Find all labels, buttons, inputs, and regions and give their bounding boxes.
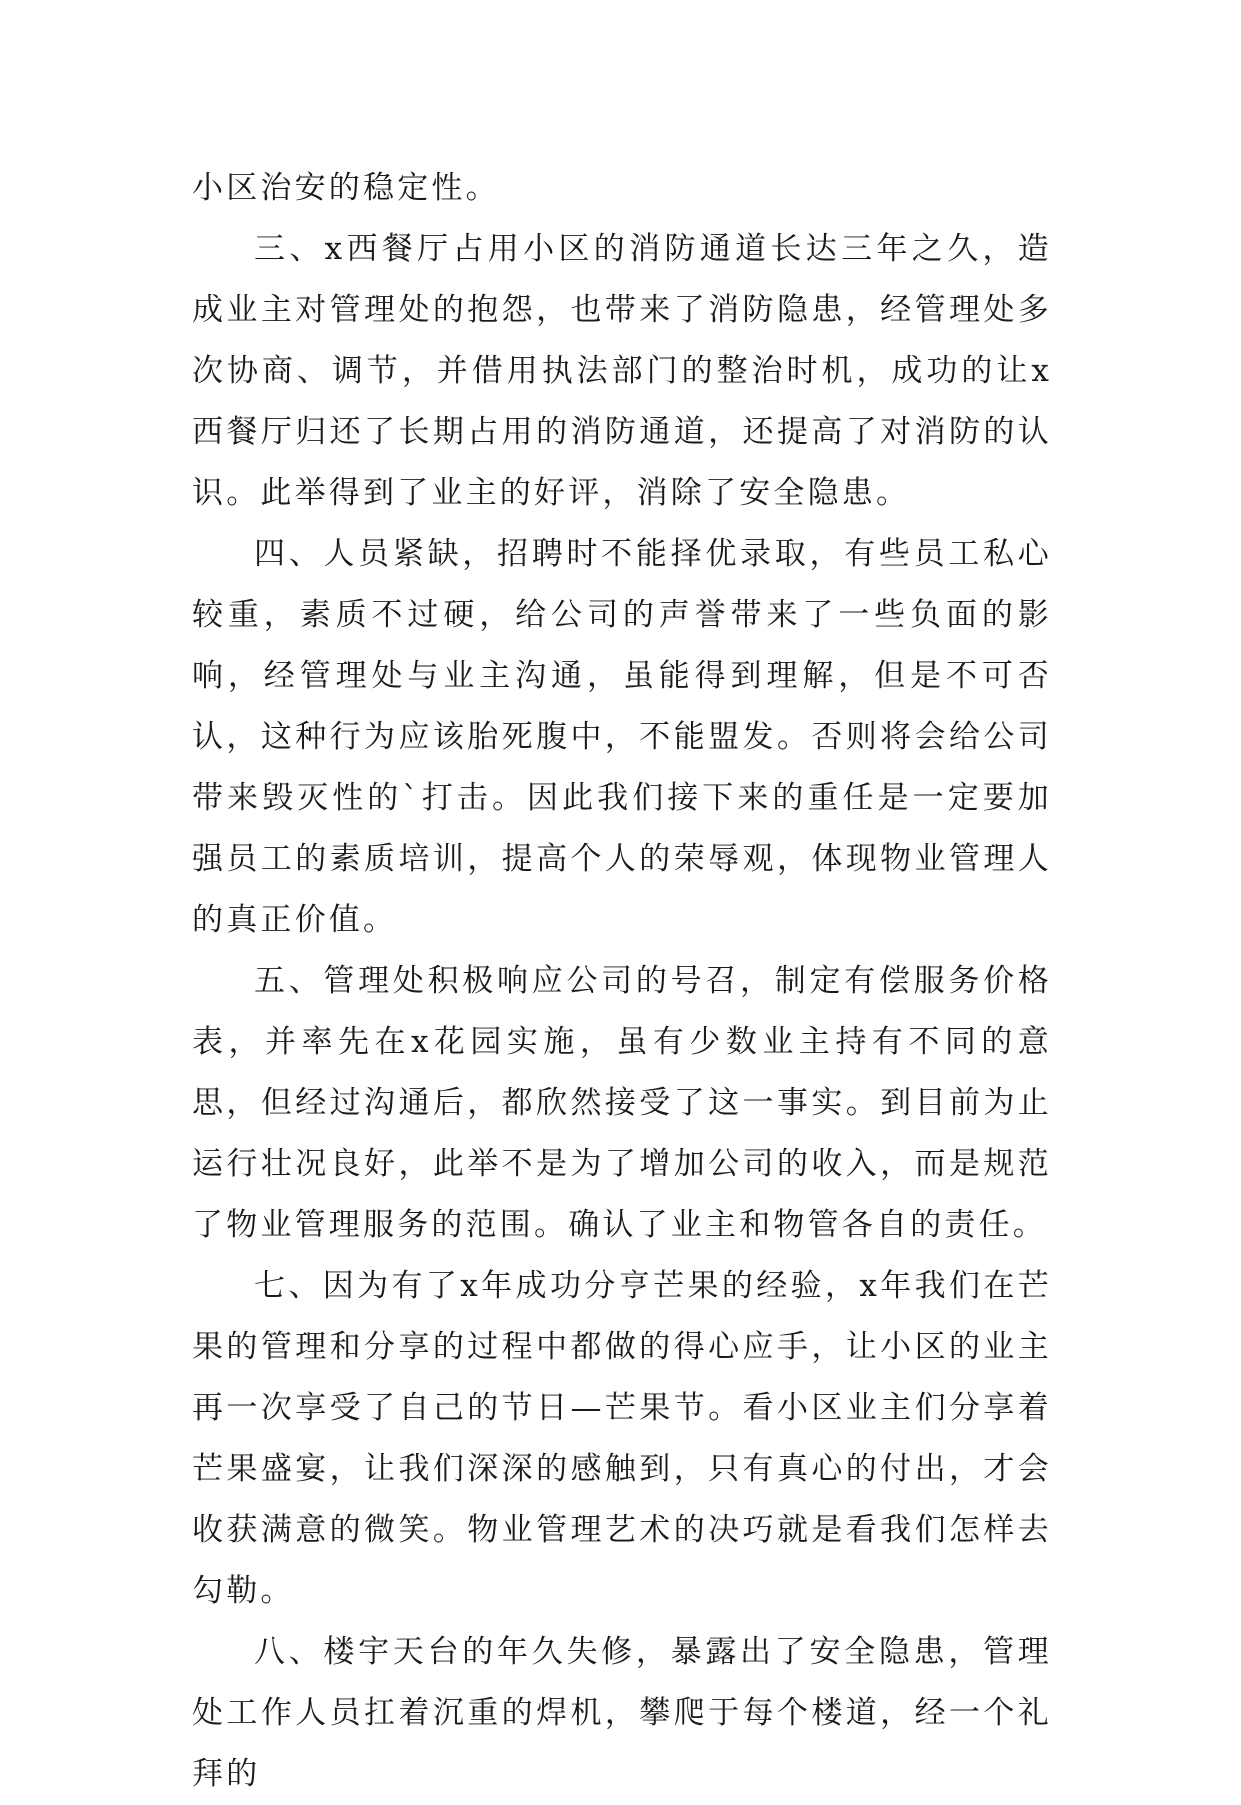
paragraph-continuation: 小区治安的稳定性。 [192,170,500,206]
document-body [192,158,1052,1805]
paragraph-item-4: 四、人员紧缺，招聘时不能择优录取，有些员工私心较重，素质不过硬，给公司的声誉带来了一些负面的影响，经管理处与业主沟通，虽能得到理解，但是不可否认，这种行为应该胎死腹中，不能盟发。否则将会给公司带来毁灭性的`打击。因此我们接下来的重任是一定要加强员工的素质培训，提高个人的荣辱观，体现物业管理人的真正价值。 [192,536,1052,938]
paragraph-item-8: 八、楼宇天台的年久失修，暴露出了安全隐患，管理处工作人员扛着沉重的焊机，攀爬于每个楼道，经一个礼拜的 [192,1634,1052,1792]
paragraph-item-3: 三、x西餐厅占用小区的消防通道长达三年之久，造成业主对管理处的抱怨，也带来了消防隐患，经管理处多次协商、调节，并借用执法部门的整治时机，成功的让x西餐厅归还了长期占用的消防通道，还提高了对消防的认识。此举得到了业主的好评，消除了安全隐患。 [192,231,1052,511]
paragraph-item-5: 五、管理处积极响应公司的号召，制定有偿服务价格表，并率先在x花园实施，虽有少数业主持有不同的意思，但经过沟通后，都欣然接受了这一事实。到目前为止运行壮况良好，此举不是为了增加公司的收入，而是规范了物业管理服务的范围。确认了业主和物管各自的责任。 [192,963,1052,1243]
paragraph-item-7: 七、因为有了x年成功分亨芒果的经验，x年我们在芒果的管理和分享的过程中都做的得心应手，让小区的业主再一次享受了自己的节日—芒果节。看小区业主们分享着芒果盛宴，让我们深深的感触到，只有真心的付出，才会收获满意的微笑。物业管理艺术的决巧就是看我们怎样去勾勒。 [192,1268,1052,1609]
